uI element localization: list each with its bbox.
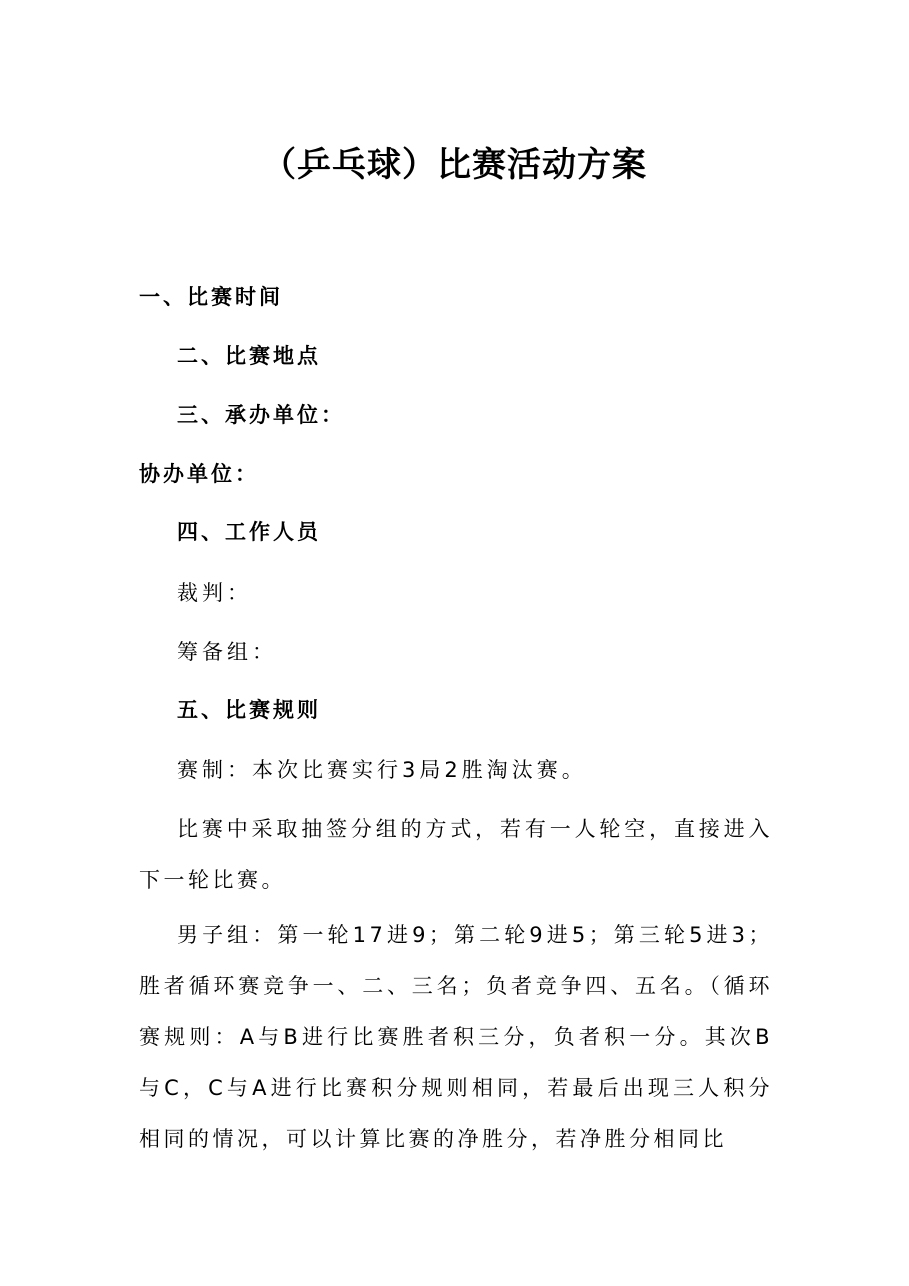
paragraph-men-group: 男子组：第一轮17进9；第二轮9进5；第三轮5进3；胜者循环赛竞争一、二、三名；负者竞争四、五名。（循环赛规则：A与B进行比赛胜者积三分，负者积一分。其次B与C，C与A进行比赛积分规则相同，若最后出现三人积分相同的情况，可以计算比赛的净胜分，若净胜分相同比	[139, 923, 773, 1151]
section-heading-staff: 四、工作人员	[177, 519, 321, 544]
preparation-group-label: 筹备组：	[177, 640, 277, 664]
section-heading-organizer: 三、承办单位：	[177, 402, 345, 427]
document-title: （乒乓球）比赛活动方案	[262, 145, 647, 185]
paragraph-format: 赛制：本次比赛实行3局2胜淘汰赛。	[177, 758, 587, 782]
referee-label: 裁判：	[177, 581, 252, 605]
section-heading-time: 一、比赛时间	[139, 284, 283, 309]
paragraph-draw: 比赛中采取抽签分组的方式，若有一人轮空，直接进入下一轮比赛。	[139, 817, 773, 892]
section-heading-co-organizer: 协办单位：	[139, 461, 259, 486]
section-heading-venue: 二、比赛地点	[177, 343, 321, 368]
section-heading-rules: 五、比赛规则	[177, 697, 321, 722]
